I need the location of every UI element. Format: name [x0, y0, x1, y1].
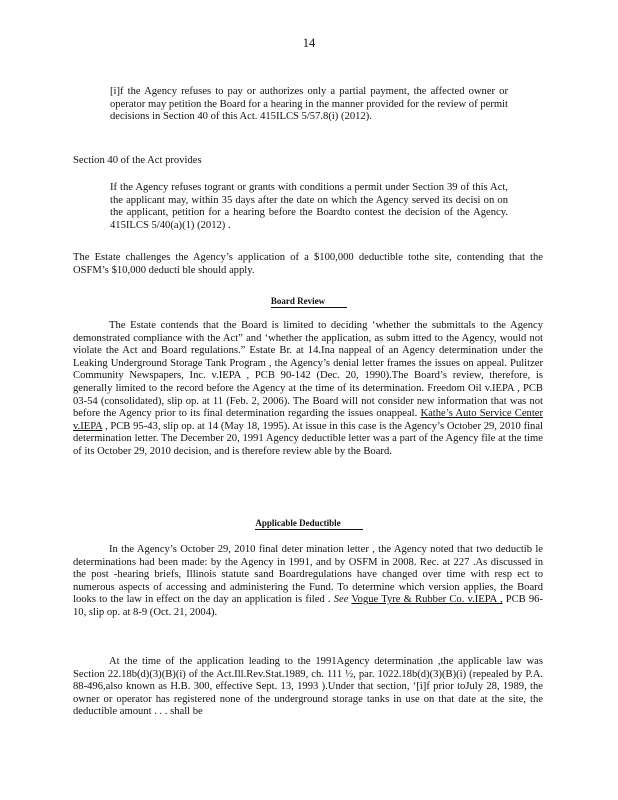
heading-applicable-deductible-text: Applicable Deductible [255, 518, 362, 530]
estate-challenge-paragraph: The Estate challenges the Agency’s application of a $100,000 deductible tothe site, contending that the OSFM’s $10,000 deducti ble should apply. [73, 252, 543, 276]
applicable-law-paragraph: At the time of the application leading to the 1991Agency determination ,the applicable law was Section 22.18b(d)(3)(B)(i) of the Act.Ill.Rev.Stat.1989, ch. 111 ½, par. 1022.18b(d)(3)(B)(i) (repealed by P.A. 88-496,also known as H.B. 300, effective Sept. 13, 1993 ).Under that section, ‘[i]f prior toJuly 28, 1989, the owner or operator has registered none of the underground storage tanks in use on that date at the site, the deductible amount . . . shall be [73, 656, 543, 718]
signal-see: See [333, 594, 349, 606]
case-citation-vogue: Vogue Tyre & Rubber Co. v.IEPA , [351, 594, 503, 606]
heading-board-review-text: Board Review [271, 296, 347, 308]
heading-board-review [0, 296, 618, 308]
case-citation-kathes: Kathe’s Auto Service Center v.IEPA [73, 408, 543, 432]
deductible-text-a: In the Agency’s October 29, 2010 final deter mination letter , the Agency noted that two deductib le determinations had been made: by the Agency in 1991, and by OSFM in 2008. Rec. at 227 .As discussed in the post -hearing briefs, Illinois statute sand Boardregulations have changed over time with resp ect to numerous aspects of accessing and administering the Fund. To determine which version applies, the Board looks to the law in effect on the day an application is filed . [73, 544, 543, 606]
board-review-text-b: , PCB 95-43, slip op. at 14 (May 18, 1995). At issue in this case is the Agency’s October 29, 2010 final determination letter. The December 20, 1991 Agency deductible letter was a part of the Agency file at the time of its October 29, 2010 decision, and is therefore review able by the Board. [73, 420, 543, 457]
board-review-paragraph [73, 320, 543, 459]
applicable-deductible-paragraph [73, 544, 543, 620]
heading-applicable-deductible [0, 518, 618, 530]
deductible-text-b: PCB 96-10, slip op. at 8-9 (Oct. 21, 2004). [73, 594, 543, 618]
statute-quote-57-8: [i]f the Agency refuses to pay or authorizes only a partial payment, the affected owner or operator may petition the Board for a hearing in the manner provided for the review of permit decisions in Section 40 of this Act. 415ILCS 5/57.8(i) (2012). [110, 86, 508, 123]
page-number: 14 [302, 36, 316, 50]
section-40-lead-in: Section 40 of the Act provides [73, 155, 202, 166]
board-review-text-a: The Estate contends that the Board is limited to deciding ‘whether the submittals to the Agency demonstrated compliance with the Act” and ‘whether the application, as subm itted to the Agency, would not violate the Act and Board regulations.” Estate Br. at 14.Ina nappeal of an Agency determination under the Leaking Underground Storage Tank Program , the Agency’s denial letter frames the issues on appeal. Pulitzer Community Newspapers, Inc. v.IEPA , PCB 90-142 (Dec. 20, 1990).The Board’s review, therefore, is generally limited to the record before the Agency at the time of its determination. Freedom Oil v.IEPA , PCB 03-54 (consolidated), slip op. at 11 (Feb. 2, 2006). The Board will not consider new information that was not before the Agency prior to its final determination regarding the issues onappeal. [73, 320, 543, 420]
statute-quote-40: If the Agency refuses togrant or grants with conditions a permit under Section 39 of this Act, the applicant may, within 35 days after the date on which the Agency served its decisi on on the applicant, petition for a hearing before the Boardto contest the decision of the Agency. 415ILCS 5/40(a)(1) (2012) . [110, 182, 508, 231]
